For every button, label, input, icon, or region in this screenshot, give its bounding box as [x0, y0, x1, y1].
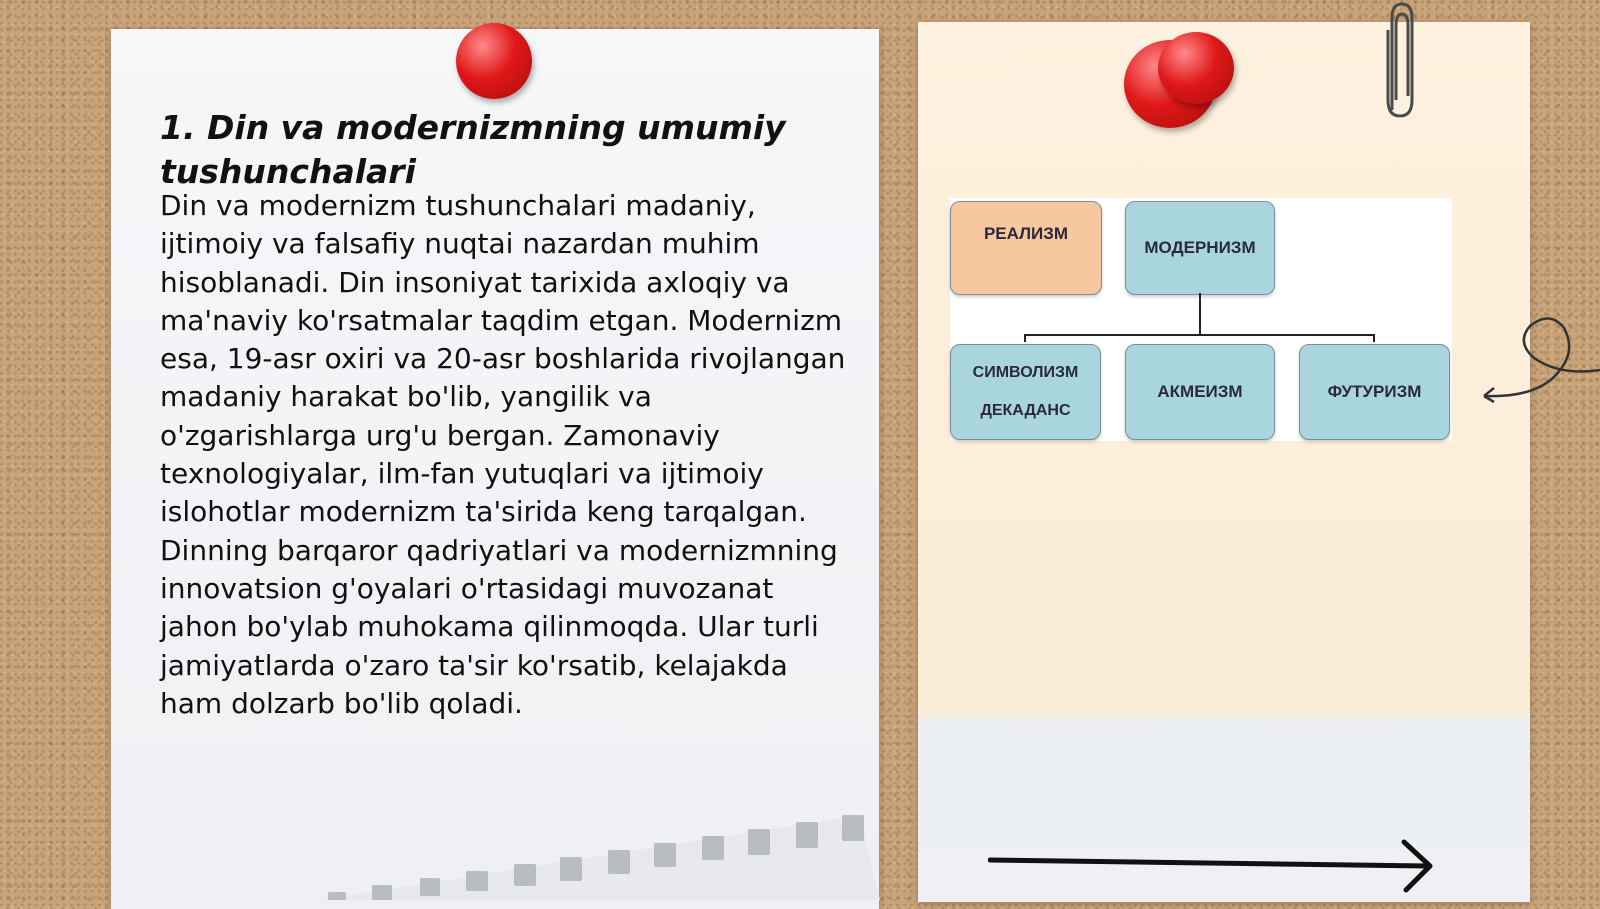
symbolism-label: СИМВОЛИЗМ — [972, 364, 1079, 381]
connector-line — [1199, 293, 1201, 335]
realism-label: РЕАЛИЗМ — [983, 224, 1069, 243]
decadence-label: ДЕКАДАНС — [980, 402, 1071, 419]
futurism-label: ФУТУРИЗМ — [1327, 382, 1422, 401]
realism-box — [950, 201, 1102, 295]
modernism-label: МОДЕРНИЗМ — [1144, 238, 1256, 257]
literary-movements-diagram — [950, 198, 1452, 441]
arrow-right-icon — [988, 838, 1448, 894]
connector-line — [1024, 334, 1375, 336]
torn-tabs-decoration — [320, 800, 880, 900]
futurism-box — [1299, 344, 1450, 440]
right-note-paper — [918, 22, 1530, 902]
scribble-arrow-icon — [1480, 310, 1600, 410]
acmeism-box — [1125, 344, 1275, 440]
paperclip-icon — [1382, 0, 1416, 120]
slide-body-text: Din va modernizm tushunchalari madaniy, ijtimoiy va falsafiy nuqtai nazardan muhim hisoblanadi. Din insoniyat tarixida axloqiy va ma'naviy ko'rsatmalar taqdim etgan. Modernizm esa, 19-asr oxiri va 20-asr boshlarida rivojlangan madaniy harakat bo'lib, yangilik va o'zgarishlarga urg'u bergan. Zamonaviy texnologiyalar, ilm-fan yutuqlari va ijtimoiy islohotlar modernizm ta'sirida keng tarqalgan. Dinning barqaror qadriyatlari va modernizmning innovatsion g'oyalari o'rtasidagi muvozanat jahon bo'ylab muhokama qilinmoqda. Ular turli jamiyatlarda o'zaro ta'sir ko'rsatib, kelajakda ham dolzarb bo'lib qoladi. — [160, 189, 846, 720]
symbolism-box — [950, 344, 1101, 440]
pushpin-icon — [456, 23, 532, 99]
acmeism-label: АКМЕИЗМ — [1157, 382, 1243, 401]
connector-line — [1024, 334, 1026, 342]
connector-line — [1373, 334, 1375, 342]
modernism-box — [1125, 201, 1275, 295]
pushpin-icon — [1158, 32, 1234, 104]
slide-heading: 1. Din va modernizmning umumiy tushunchalari — [160, 108, 786, 191]
